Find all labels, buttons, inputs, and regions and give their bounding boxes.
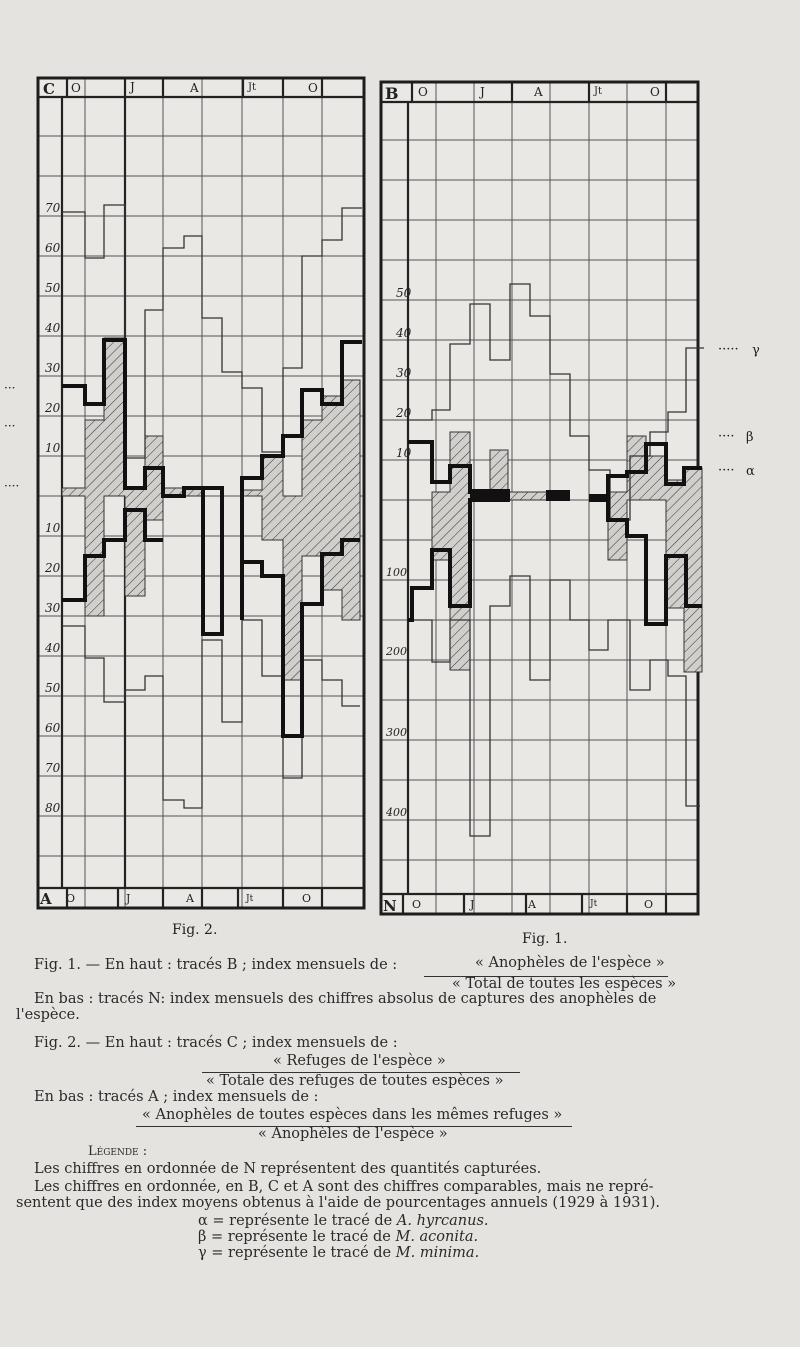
beta-marker: β	[746, 430, 754, 445]
figure-1-bottom-month: A	[528, 898, 536, 911]
y-tick: 20	[45, 561, 61, 575]
figure-1-bottom-month: Jt	[590, 899, 598, 909]
svg-text:····: ····	[718, 429, 735, 444]
svg-text:····: ····	[718, 463, 735, 478]
fig1-lower-line2: l'espèce.	[16, 1007, 80, 1023]
y-tick: 30	[45, 361, 61, 375]
figure-2-top-month: O	[308, 81, 318, 95]
y-tick: 20	[45, 401, 61, 415]
y-tick: 300	[386, 726, 407, 739]
figure-2-bottom-letter: A	[40, 890, 52, 908]
legend-species: A. hyrcanus.	[396, 1213, 489, 1229]
figure-1-top-month: Jt	[594, 86, 603, 97]
figure-2-top-month: A	[190, 81, 199, 95]
svg-text:····: ····	[4, 479, 20, 493]
figure-2-bottom-month: O	[302, 892, 312, 905]
y-tick: 100	[386, 566, 407, 579]
figure-1-bottom-month: O	[644, 898, 654, 911]
figure-1-bottom-month: J	[470, 898, 475, 911]
figure-1-top-letter: B	[385, 84, 399, 103]
y-tick: 30	[396, 366, 412, 380]
y-tick: 50	[45, 681, 61, 695]
legend-text: = représente le tracé de	[211, 1229, 396, 1245]
y-tick: 10	[45, 521, 61, 535]
fig2-lower-lead: En bas : tracés A ; index mensuels de :	[34, 1089, 319, 1105]
side-markers	[718, 342, 760, 479]
legend-title: Légende :	[88, 1144, 148, 1159]
y-tick: 40	[396, 326, 412, 340]
legend-item-gamma	[198, 1246, 479, 1261]
figure-1-caption: Fig. 1.	[522, 931, 568, 947]
figure-1-bottom-month: O	[412, 898, 422, 911]
fig2-upper-lead: Fig. 2. — En haut : tracés C ; index mensuels de :	[34, 1035, 398, 1051]
figure-1-top-month: O	[650, 85, 660, 99]
figure-1-top-month: O	[418, 85, 428, 99]
y-tick: 10	[396, 446, 412, 460]
figure-1-top-month: A	[534, 85, 543, 99]
y-tick: 40	[45, 321, 61, 335]
y-tick: 10	[45, 441, 61, 455]
y-tick: 200	[386, 645, 407, 658]
fig1-numerator: « Anophèles de l'espèce »	[475, 955, 665, 971]
fig2-upper-denominator: « Totale des refuges de toutes espèces »	[206, 1073, 504, 1089]
figure-2-caption: Fig. 2.	[172, 922, 218, 938]
y-tick: 80	[45, 801, 61, 815]
figure-2-bottom-month: Jt	[246, 894, 254, 904]
figure-1-bottom-letter: N	[383, 897, 397, 915]
figure-1-chart	[381, 82, 704, 915]
y-tick: 50	[396, 286, 412, 300]
figure-2-bottom-month: O	[66, 892, 76, 905]
y-tick: 400	[386, 806, 407, 819]
fig1-denominator: « Total de toutes les espèces »	[452, 976, 677, 992]
legend-species: M. minima.	[395, 1245, 480, 1261]
figure-2-top-month: J	[130, 80, 135, 94]
figure-2-top-letter: C	[43, 80, 55, 98]
alpha-marker: α	[746, 464, 755, 479]
svg-text:···: ···	[4, 419, 16, 433]
fig1-upper-lead: Fig. 1. — En haut : tracés B ; index mensuels de :	[34, 957, 398, 973]
figure-2-bottom-month: A	[186, 892, 194, 905]
y-tick: 20	[396, 406, 412, 420]
fig2-lower-denominator: « Anophèles de l'espèce »	[258, 1126, 448, 1142]
y-tick: 40	[45, 641, 61, 655]
figure-2-top-month: O	[71, 81, 81, 95]
y-tick: 50	[45, 281, 61, 295]
y-tick: 60	[45, 241, 61, 255]
y-tick: 30	[45, 601, 61, 615]
figure-2-bottom-month: J	[126, 892, 131, 905]
legend-symbol: α	[198, 1213, 208, 1229]
legend-text: = représente le tracé de	[211, 1245, 396, 1261]
legend-item-beta	[198, 1230, 478, 1245]
svg-text:···: ···	[4, 381, 16, 395]
fig2-upper-numerator: « Refuges de l'espèce »	[273, 1053, 446, 1069]
legend-line-1: Les chiffres en ordonnée de N représentent des quantités capturées.	[34, 1161, 542, 1177]
y-tick: 60	[45, 721, 61, 735]
legend-line-3: sentent que des index moyens obtenus à l'aide de pourcentages annuels (1929 à 1931).	[16, 1195, 661, 1211]
gamma-marker: γ	[752, 343, 760, 358]
legend-text: = représente le tracé de	[212, 1213, 397, 1229]
fig2-lower-numerator: « Anophèles de toutes espèces dans les mêmes refuges »	[142, 1107, 563, 1123]
y-tick: 70	[45, 761, 61, 775]
legend-item-alpha	[198, 1214, 489, 1229]
y-tick: 70	[45, 201, 61, 215]
legend-species: M. aconita.	[395, 1229, 479, 1245]
figure-2-top-month: Jt	[248, 82, 257, 93]
legend-symbol: β	[198, 1229, 207, 1245]
figure-1-top-month: J	[480, 85, 485, 99]
legend-symbol: γ	[198, 1245, 207, 1261]
legend-line-2: Les chiffres en ordonnée, en B, C et A sont des chiffres comparables, mais ne repré-	[34, 1179, 654, 1195]
fig1-lower-line1: En bas : tracés N: index mensuels des chiffres absolus de captures des anophèles de	[34, 991, 657, 1007]
svg-text:·····: ·····	[718, 342, 739, 357]
figure-2-chart	[38, 78, 364, 908]
